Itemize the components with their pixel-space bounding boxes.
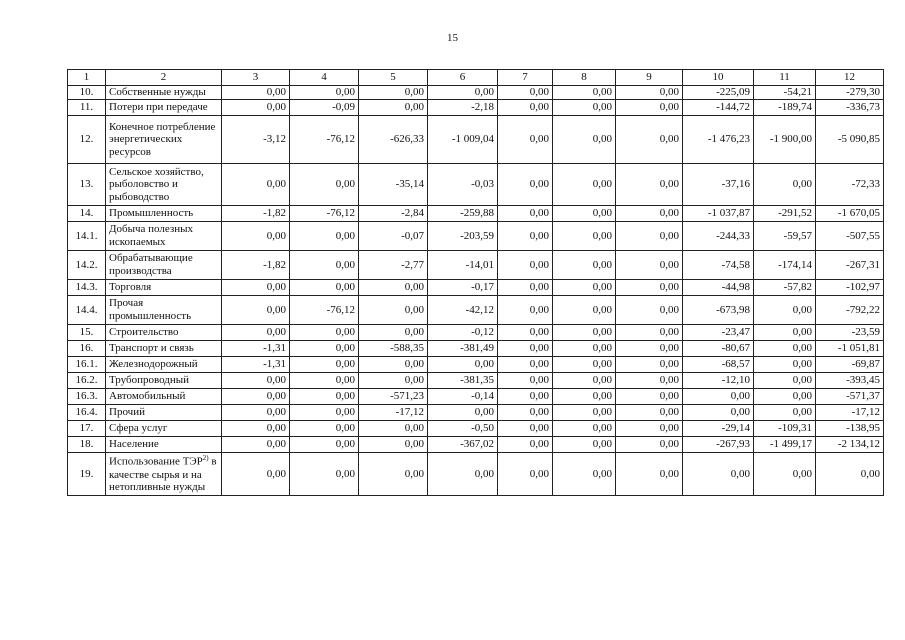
value-cell: -17,12 (816, 405, 884, 421)
value-cell: -381,35 (428, 373, 498, 389)
value-cell: 0,00 (616, 405, 683, 421)
value-cell: -72,33 (816, 164, 884, 206)
value-cell: 0,00 (616, 86, 683, 100)
value-cell: 0,00 (754, 389, 816, 405)
row-label: Добыча полезных ископаемых (106, 222, 222, 251)
value-cell: 0,00 (359, 421, 428, 437)
value-cell: -336,73 (816, 100, 884, 116)
table-row (68, 116, 884, 164)
value-cell: 0,00 (553, 437, 616, 453)
value-cell: 0,00 (222, 389, 290, 405)
row-number: 17. (68, 421, 106, 437)
value-cell: 0,00 (553, 280, 616, 296)
value-cell: -1 037,87 (683, 206, 754, 222)
value-cell: 0,00 (683, 405, 754, 421)
table-row (68, 373, 884, 389)
table-row (68, 325, 884, 341)
value-cell: 0,00 (428, 405, 498, 421)
value-cell: -44,98 (683, 280, 754, 296)
value-cell: -12,10 (683, 373, 754, 389)
value-cell: -673,98 (683, 296, 754, 325)
value-cell: 0,00 (754, 341, 816, 357)
table-row (68, 100, 884, 116)
value-cell: 0,00 (359, 437, 428, 453)
value-cell: 0,00 (754, 453, 816, 496)
value-cell: -76,12 (290, 116, 359, 164)
value-cell: -0,03 (428, 164, 498, 206)
value-cell: 0,00 (290, 421, 359, 437)
value-cell: 0,00 (553, 222, 616, 251)
value-cell: 0,00 (290, 222, 359, 251)
row-number: 16.2. (68, 373, 106, 389)
value-cell: -42,12 (428, 296, 498, 325)
value-cell: -76,12 (290, 206, 359, 222)
value-cell: 0,00 (222, 100, 290, 116)
column-header: 4 (290, 70, 359, 86)
value-cell: 0,00 (498, 251, 553, 280)
row-label: Прочая промышленность (106, 296, 222, 325)
value-cell: -2,84 (359, 206, 428, 222)
value-cell: -626,33 (359, 116, 428, 164)
row-number: 14.4. (68, 296, 106, 325)
value-cell: -291,52 (754, 206, 816, 222)
value-cell: 0,00 (359, 453, 428, 496)
table-row (68, 164, 884, 206)
value-cell: -3,12 (222, 116, 290, 164)
value-cell: 0,00 (290, 405, 359, 421)
column-header: 1 (68, 70, 106, 86)
value-cell: 0,00 (498, 164, 553, 206)
row-number: 11. (68, 100, 106, 116)
row-label (106, 453, 222, 496)
value-cell: -80,67 (683, 341, 754, 357)
energy-balance-table (67, 69, 884, 496)
column-header: 6 (428, 70, 498, 86)
table-row (68, 405, 884, 421)
value-cell: 0,00 (754, 296, 816, 325)
value-cell: 0,00 (616, 437, 683, 453)
row-label-text: Использование ТЭР (109, 455, 203, 468)
table-row (68, 280, 884, 296)
value-cell: 0,00 (290, 280, 359, 296)
value-cell: 0,00 (553, 421, 616, 437)
value-cell: -14,01 (428, 251, 498, 280)
row-label: Собственные нужды (106, 86, 222, 100)
value-cell: -0,07 (359, 222, 428, 251)
column-header: 2 (106, 70, 222, 86)
value-cell: -0,12 (428, 325, 498, 341)
value-cell: 0,00 (498, 296, 553, 325)
value-cell: -1,31 (222, 357, 290, 373)
row-label: Сфера услуг (106, 421, 222, 437)
value-cell: 0,00 (290, 453, 359, 496)
value-cell: -1,82 (222, 251, 290, 280)
value-cell: -381,49 (428, 341, 498, 357)
value-cell: -174,14 (754, 251, 816, 280)
value-cell: -68,57 (683, 357, 754, 373)
value-cell: 0,00 (498, 341, 553, 357)
page-number: 15 (447, 32, 458, 44)
value-cell: 0,00 (816, 453, 884, 496)
value-cell: 0,00 (498, 222, 553, 251)
value-cell: 0,00 (498, 453, 553, 496)
value-cell: 0,00 (616, 296, 683, 325)
value-cell: -2 134,12 (816, 437, 884, 453)
value-cell: -2,18 (428, 100, 498, 116)
value-cell: 0,00 (553, 100, 616, 116)
value-cell: -59,57 (754, 222, 816, 251)
value-cell: 0,00 (553, 373, 616, 389)
row-number: 16.3. (68, 389, 106, 405)
value-cell: 0,00 (498, 437, 553, 453)
value-cell: 0,00 (553, 164, 616, 206)
value-cell: 0,00 (498, 357, 553, 373)
value-cell: 0,00 (754, 357, 816, 373)
value-cell: 0,00 (222, 222, 290, 251)
value-cell: 0,00 (553, 453, 616, 496)
table-row (68, 357, 884, 373)
row-label: Конечное потребление энергетических ресурсов (106, 116, 222, 164)
value-cell: -588,35 (359, 341, 428, 357)
value-cell: 0,00 (290, 437, 359, 453)
row-number: 14.3. (68, 280, 106, 296)
row-label: Трубопроводный (106, 373, 222, 389)
table-row (68, 421, 884, 437)
column-header: 7 (498, 70, 553, 86)
row-label: Автомобильный (106, 389, 222, 405)
value-cell: 0,00 (553, 389, 616, 405)
header-row (68, 70, 884, 86)
value-cell: -571,37 (816, 389, 884, 405)
row-number: 14.1. (68, 222, 106, 251)
value-cell: -571,23 (359, 389, 428, 405)
value-cell: 0,00 (553, 405, 616, 421)
value-cell: 0,00 (428, 86, 498, 100)
value-cell: 0,00 (290, 164, 359, 206)
row-number: 15. (68, 325, 106, 341)
value-cell: -0,50 (428, 421, 498, 437)
value-cell: 0,00 (553, 341, 616, 357)
value-cell: -267,31 (816, 251, 884, 280)
value-cell: -1 670,05 (816, 206, 884, 222)
value-cell: -23,59 (816, 325, 884, 341)
value-cell: -69,87 (816, 357, 884, 373)
row-label: Транспорт и связь (106, 341, 222, 357)
value-cell: 0,00 (498, 100, 553, 116)
value-cell: 0,00 (553, 296, 616, 325)
value-cell: 0,00 (428, 453, 498, 496)
row-number: 14.2. (68, 251, 106, 280)
value-cell: 0,00 (498, 280, 553, 296)
row-label: Торговля (106, 280, 222, 296)
value-cell: 0,00 (553, 116, 616, 164)
row-number: 14. (68, 206, 106, 222)
value-cell: -259,88 (428, 206, 498, 222)
value-cell: -225,09 (683, 86, 754, 100)
row-number: 10. (68, 86, 106, 100)
column-header: 8 (553, 70, 616, 86)
value-cell: -507,55 (816, 222, 884, 251)
row-number: 16. (68, 341, 106, 357)
value-cell: -244,33 (683, 222, 754, 251)
value-cell: 0,00 (553, 206, 616, 222)
value-cell: 0,00 (754, 405, 816, 421)
value-cell: -1 499,17 (754, 437, 816, 453)
value-cell: -279,30 (816, 86, 884, 100)
value-cell: -57,82 (754, 280, 816, 296)
value-cell: 0,00 (222, 373, 290, 389)
table-row (68, 437, 884, 453)
table-row (68, 453, 884, 496)
value-cell: 0,00 (754, 325, 816, 341)
footnote-marker: 2) (202, 454, 209, 463)
value-cell: 0,00 (290, 373, 359, 389)
value-cell: 0,00 (616, 100, 683, 116)
row-label: Строительство (106, 325, 222, 341)
table-row (68, 86, 884, 100)
value-cell: 0,00 (754, 373, 816, 389)
row-label: Сельское хозяйство, рыболовство и рыбоводство (106, 164, 222, 206)
value-cell: 0,00 (498, 86, 553, 100)
value-cell: -76,12 (290, 296, 359, 325)
value-cell: 0,00 (359, 373, 428, 389)
value-cell: -203,59 (428, 222, 498, 251)
value-cell: -1,31 (222, 341, 290, 357)
value-cell: 0,00 (616, 222, 683, 251)
value-cell: -1 009,04 (428, 116, 498, 164)
row-label: Обрабатывающие производства (106, 251, 222, 280)
value-cell: 0,00 (428, 357, 498, 373)
table-row (68, 389, 884, 405)
table-body (68, 70, 884, 496)
value-cell: 0,00 (290, 357, 359, 373)
value-cell: 0,00 (616, 251, 683, 280)
value-cell: -109,31 (754, 421, 816, 437)
value-cell: -0,17 (428, 280, 498, 296)
value-cell: 0,00 (616, 421, 683, 437)
value-cell: 0,00 (616, 325, 683, 341)
row-number: 12. (68, 116, 106, 164)
value-cell: 0,00 (222, 164, 290, 206)
row-label: Промышленность (106, 206, 222, 222)
value-cell: -1 051,81 (816, 341, 884, 357)
table-row (68, 296, 884, 325)
value-cell: 0,00 (222, 405, 290, 421)
value-cell: 0,00 (290, 389, 359, 405)
column-header: 11 (754, 70, 816, 86)
row-number: 13. (68, 164, 106, 206)
value-cell: -267,93 (683, 437, 754, 453)
value-cell: 0,00 (359, 100, 428, 116)
value-cell: 0,00 (498, 325, 553, 341)
value-cell: 0,00 (553, 251, 616, 280)
value-cell: 0,00 (616, 357, 683, 373)
value-cell: 0,00 (498, 405, 553, 421)
value-cell: 0,00 (359, 296, 428, 325)
value-cell: 0,00 (498, 373, 553, 389)
value-cell: 0,00 (616, 116, 683, 164)
value-cell: -23,47 (683, 325, 754, 341)
value-cell: 0,00 (616, 389, 683, 405)
table-row (68, 206, 884, 222)
value-cell: -35,14 (359, 164, 428, 206)
row-label-tail: в качестве сырья и на нетопливные нужды (109, 455, 217, 494)
value-cell: -2,77 (359, 251, 428, 280)
value-cell: -144,72 (683, 100, 754, 116)
value-cell: 0,00 (616, 164, 683, 206)
value-cell: 0,00 (222, 86, 290, 100)
value-cell: -1,82 (222, 206, 290, 222)
row-number: 16.1. (68, 357, 106, 373)
table-row (68, 251, 884, 280)
row-label: Железнодорожный (106, 357, 222, 373)
value-cell: 0,00 (553, 86, 616, 100)
value-cell: -393,45 (816, 373, 884, 389)
value-cell: -1 476,23 (683, 116, 754, 164)
value-cell: 0,00 (498, 206, 553, 222)
row-label: Потери при передаче (106, 100, 222, 116)
value-cell: -367,02 (428, 437, 498, 453)
value-cell: -792,22 (816, 296, 884, 325)
column-header: 10 (683, 70, 754, 86)
value-cell: 0,00 (222, 421, 290, 437)
row-number: 16.4. (68, 405, 106, 421)
value-cell: 0,00 (616, 280, 683, 296)
value-cell: -17,12 (359, 405, 428, 421)
value-cell: -5 090,85 (816, 116, 884, 164)
value-cell: 0,00 (616, 453, 683, 496)
row-number: 19. (68, 453, 106, 496)
row-label: Прочий (106, 405, 222, 421)
row-label: Население (106, 437, 222, 453)
value-cell: 0,00 (290, 341, 359, 357)
column-header: 5 (359, 70, 428, 86)
value-cell: -1 900,00 (754, 116, 816, 164)
value-cell: 0,00 (754, 164, 816, 206)
value-cell: 0,00 (222, 453, 290, 496)
value-cell: -0,09 (290, 100, 359, 116)
column-header: 12 (816, 70, 884, 86)
value-cell: 0,00 (222, 280, 290, 296)
table-row (68, 341, 884, 357)
value-cell: 0,00 (290, 86, 359, 100)
table-row (68, 222, 884, 251)
value-cell: 0,00 (290, 325, 359, 341)
value-cell: 0,00 (359, 280, 428, 296)
row-number: 18. (68, 437, 106, 453)
value-cell: 0,00 (616, 206, 683, 222)
value-cell: 0,00 (222, 296, 290, 325)
column-header: 3 (222, 70, 290, 86)
value-cell: 0,00 (498, 116, 553, 164)
value-cell: 0,00 (290, 251, 359, 280)
value-cell: 0,00 (359, 357, 428, 373)
value-cell: 0,00 (553, 357, 616, 373)
value-cell: 0,00 (616, 373, 683, 389)
value-cell: 0,00 (553, 325, 616, 341)
value-cell: -37,16 (683, 164, 754, 206)
value-cell: 0,00 (222, 437, 290, 453)
value-cell: 0,00 (498, 421, 553, 437)
value-cell: -102,97 (816, 280, 884, 296)
value-cell: -54,21 (754, 86, 816, 100)
value-cell: -74,58 (683, 251, 754, 280)
value-cell: 0,00 (359, 325, 428, 341)
value-cell: 0,00 (683, 453, 754, 496)
value-cell: -138,95 (816, 421, 884, 437)
value-cell: 0,00 (359, 86, 428, 100)
value-cell: 0,00 (222, 325, 290, 341)
value-cell: 0,00 (498, 389, 553, 405)
value-cell: -0,14 (428, 389, 498, 405)
value-cell: -29,14 (683, 421, 754, 437)
value-cell: 0,00 (683, 389, 754, 405)
column-header: 9 (616, 70, 683, 86)
value-cell: 0,00 (616, 341, 683, 357)
value-cell: -189,74 (754, 100, 816, 116)
